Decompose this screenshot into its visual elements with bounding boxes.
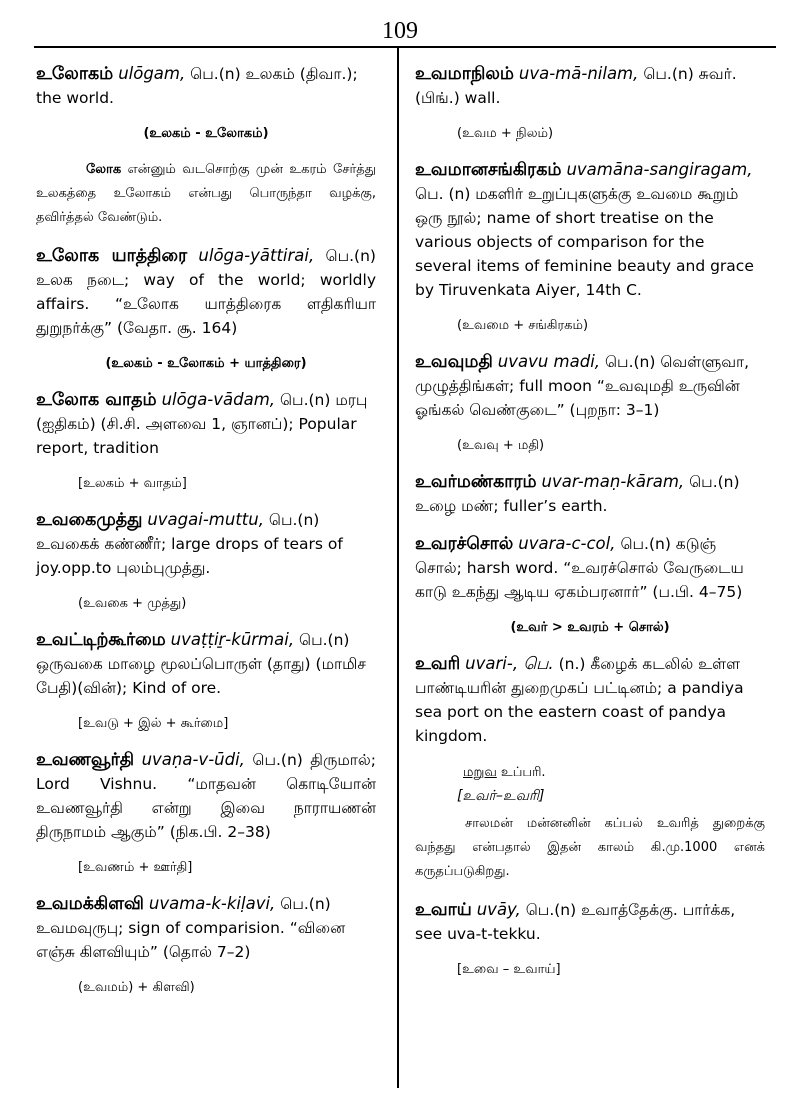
headword: உவவுமதி [415,352,493,372]
synonym-line [415,762,765,784]
headword: உவர்மண்காரம் [415,472,537,492]
transliteration: uvari-, பெ. [465,654,554,673]
definition: பெ. (n) மகளிர் உறுப்புகளுக்கு உவமை கூறும் ஒரு நூல்; name of short treatise on the various objects of comparison for the several items of feminine beauty and grace by Tiruvenkata Aiyer, 14th C. [415,185,754,299]
definition: பெ.(n) உலக நடை; way of the world; worldly affairs. “உலோக யாத்திரைக ளதிகரியா துறுநர்க்கு” (வேதா. சூ. 164) [36,247,376,337]
synonym-text: உப்பரி. [500,765,546,780]
definition: பெ.(n) திருமால்; Lord Vishnu. “மாதவன் கொடியோன் உவணவூர்தி என்று இவை நாராயணன் திருநாமம் ஆகும்” (நிக.பி. 2–38) [36,751,376,841]
etymology: [உவடு + இல் + கூர்மை] [78,716,229,731]
header-rule [34,46,776,48]
headword: உவாய் [415,900,472,920]
transliteration: ulōgam, [118,64,186,83]
definition: பெ.(n) உலகம் (திவா.); the world. [36,65,358,107]
headword: உவணவூர்தி [36,750,135,770]
etymology: (உவர் > உவரம் + சொல்) [510,620,670,635]
definition: (n.) கீழைக் கடலில் உள்ள பாண்டியரின் துறைமுகப் பட்டினம்; a pandiya sea port on the eastern coast of pandya kingdom. [415,655,744,745]
etymology: (உவமை + சங்கிரகம்) [457,318,589,333]
dictionary-entry [36,508,376,580]
synonym-label: மறுவ [463,765,497,780]
dictionary-entry [415,652,765,748]
etymology: (உவமம்) + கிளவி) [78,980,195,995]
page-number: 109 [382,18,418,44]
transliteration: uva-mā-nilam, [518,64,639,83]
definition: பெ.(n) உவமவுருபு; sign of comparision. “வினை எஞ்சு கிளவியும்” (தொல் 7–2) [36,895,346,961]
dictionary-entry [415,470,765,518]
definition: பெ.(n) உவகைக் கண்ணீர்; large drops of tears of joy.opp.to புலம்புமுத்து. [36,511,343,577]
note-keyword: லோக [86,162,122,177]
dictionary-entry [36,244,376,340]
etymology: [உவர்–உவரி] [457,788,545,804]
usage-note: சாலமன் மன்னனின் கப்பல் உவரித் துறைக்கு வந்தது என்பதால் இதன் காலம் கி.மு.1000 எனக் கருதப்படுகிறது. [415,816,765,879]
etymology: (உலகம் - உலோகம் + யாத்திரை) [105,356,307,371]
definition: பெ.(n) உழை மண்; fuller’s earth. [415,473,740,515]
dictionary-entry [36,388,376,460]
dictionary-entry [415,350,765,422]
definition: பெ.(n) மரபு (ஐதிகம்) (சி.சி. அளவை 1, ஞானப்); Popular report, tradition [36,391,368,457]
right-column [415,62,765,994]
dictionary-entry [415,532,765,604]
transliteration: uvagai-muttu, [147,510,264,529]
dictionary-entry [36,62,376,110]
transliteration: uvavu madi, [497,352,601,371]
definition: பெ.(n) வெள்ளுவா, முழுத்திங்கள்; full moon “உவவுமதி உருவின் ஓங்கல் வெண்குடை” (புறநா: 3–1) [415,353,750,419]
left-column [36,62,376,1012]
headword: உலோக வாதம் [36,390,157,410]
etymology: (உவகை + முத்து) [78,596,187,611]
dictionary-entry [415,158,765,302]
dictionary-entry [36,628,376,700]
etymology: (உவம + நிலம்) [457,126,554,141]
transliteration: uvaṭṭiṟ-kūrmai, [170,630,295,649]
etymology: [உவணம் + ஊர்தி] [78,860,193,875]
definition: பெ.(n) கடுஞ் சொல்; harsh word. “உவரச்சொல் வேருடைய காடு உகந்து ஆடிய ஏகம்பரனார்” (ப.பி. 4–75) [415,535,744,601]
headword: உவரச்சொல் [415,534,514,554]
dictionary-entry [36,748,376,844]
transliteration: uvar-maṇ-kāram, [541,472,685,491]
headword: உவரி [415,654,461,674]
transliteration: ulōga-yāttirai, [198,246,315,265]
definition: பெ.(n) ஒருவகை மாழை மூலப்பொருள் (தாது) (மாமிச பேதி)(வின்); Kind of ore. [36,631,366,697]
headword: உவமாநிலம் [415,64,514,84]
transliteration: uvama-k-kiḷavi, [148,894,276,913]
transliteration: uvamāna-sangiragam, [566,160,753,179]
headword: உவட்டிற்கூர்மை [36,630,166,650]
etymology: (உவவு + மதி) [457,438,545,453]
headword: உவமக்கிளவி [36,894,144,914]
etymology: (உலகம் - உலோகம்) [143,126,269,141]
etymology: [உலகம் + வாதம்] [78,476,187,491]
headword: உலோக யாத்திரை [36,246,188,266]
usage-note [36,158,376,230]
headword: உவமானசங்கிரகம் [415,160,562,180]
transliteration: uvāy, [476,900,521,919]
headword: உவகைமுத்து [36,510,143,530]
transliteration: ulōga-vādam, [161,390,276,409]
transliteration: uvaṇa-v-ūdi, [141,750,245,769]
column-divider [397,48,399,1088]
headword: உலோகம் [36,64,114,84]
dictionary-entry [36,892,376,964]
dictionary-entry [415,62,765,110]
definition: பெ.(n) சுவர்.(பிங்.) wall. [415,65,737,107]
transliteration: uvara-c-col, [518,534,616,553]
etymology: [உவை – உவாய்] [457,962,561,977]
note-text: என்னும் வடசொற்கு முன் உகரம் சேர்த்து உலகத்தை உலோகம் என்பது பொருந்தா வழக்கு, தவிர்த்தல் வேண்டும். [36,162,376,225]
dictionary-entry [415,898,765,946]
definition: பெ.(n) உவாத்தேக்கு. பார்க்க, see uva-t-tekku. [415,901,736,943]
